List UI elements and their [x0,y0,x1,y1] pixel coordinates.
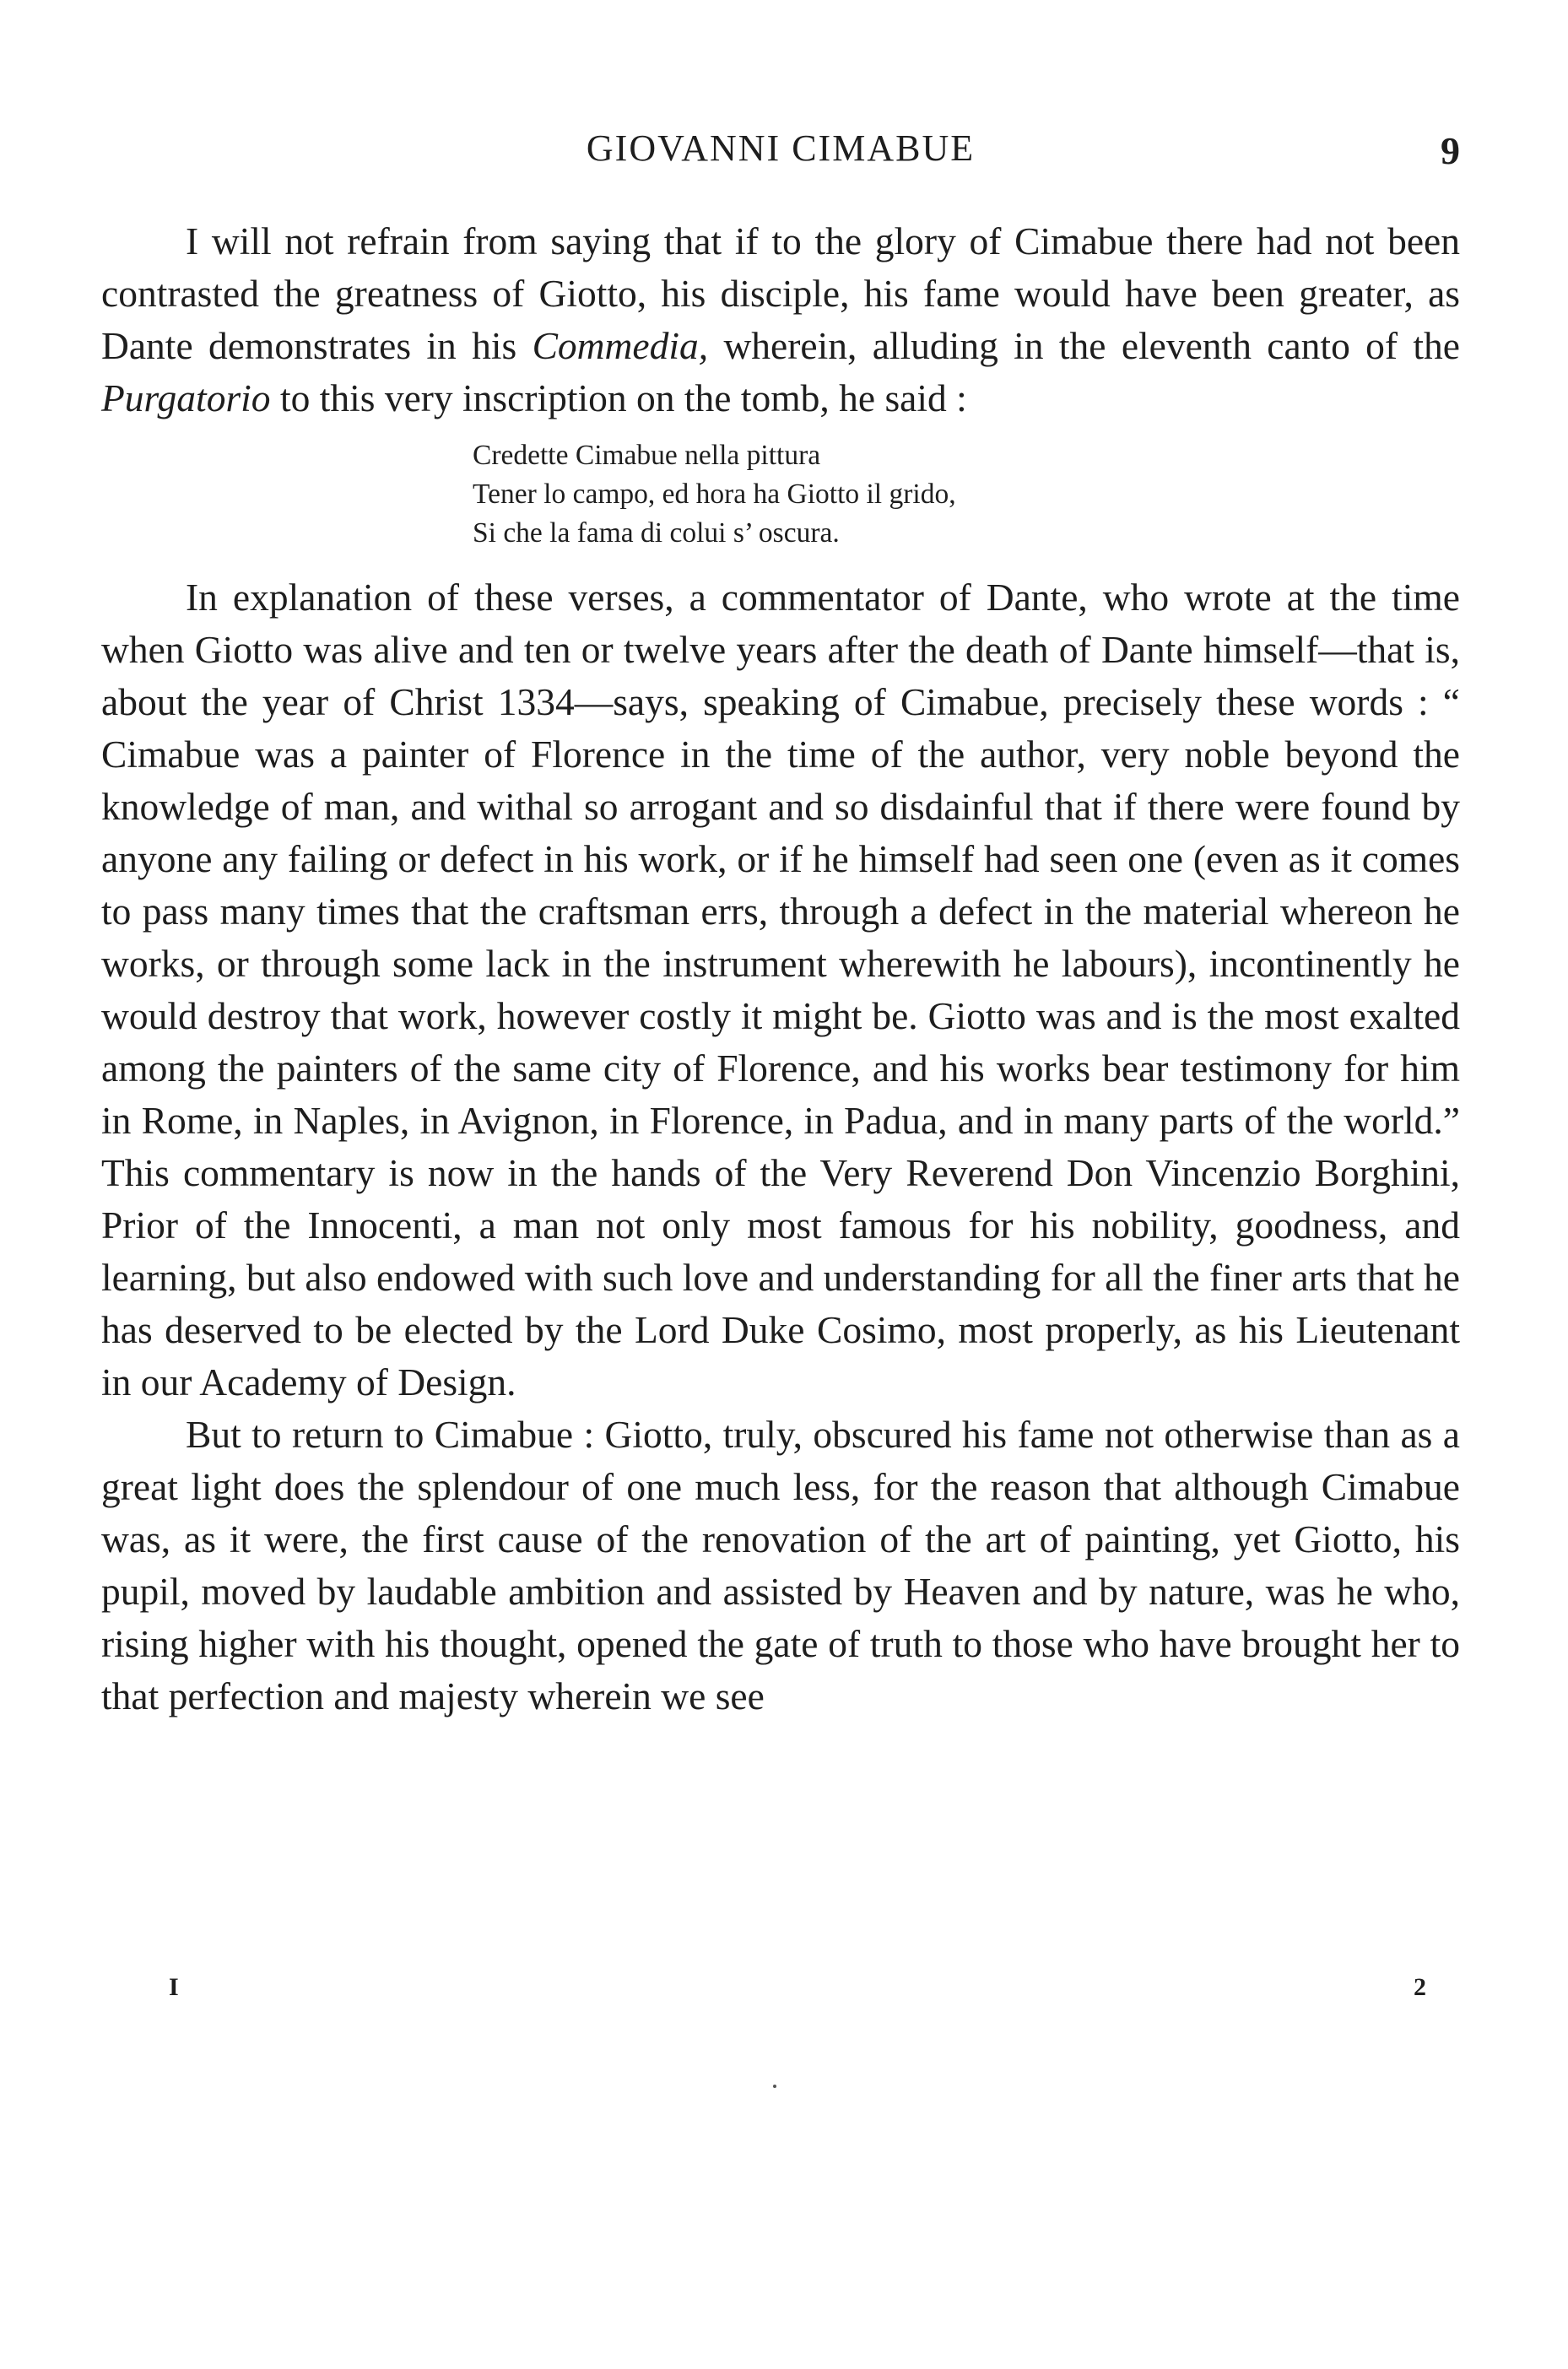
running-header [101,127,1460,186]
signature-mark-left: I [169,1973,179,2001]
running-title: GIOVANNI CIMABUE [586,127,976,169]
page-footer [101,1973,1460,2007]
verse-line-1: Credette Cimabue nella pittura [473,440,821,471]
page-number: 9 [1441,129,1460,172]
body-text [101,215,1460,1723]
verse-line-3: Si che la fama di colui s’ oscura. [473,517,840,549]
work-title-commedia: Commedia, [532,324,709,367]
paragraph-1 [101,215,1460,425]
work-title-purgatorio: Purgatorio [101,376,271,419]
signature-mark-right: 2 [1414,1973,1426,2001]
paragraph-1-text-c: to this very inscription on the tomb, he said : [270,376,967,419]
paragraph-3: But to return to Cimabue : Giotto, truly, obscured his fame not otherwise than as a great light does the splendour of one much less, for the reason that although Cimabue was, as it were, the first cause of the renovation of the art of painting, yet Giotto, his pupil, moved by laudable ambition and assisted by Heaven and by nature, was he who, rising higher with his thought, opened the gate of truth to those who have brought her to that perfection and majesty wherein we see [101,1413,1460,1717]
paragraph-2: In explanation of these verses, a commentator of Dante, who wrote at the time when Giotto was alive and ten or twelve years after the death of Dante himself—that is, about the year of Christ 1334—says, speaking of Cimabue, precisely these words : “ Cimabue was a painter of Florence in the time of the author, very noble beyond the knowledge of man, and withal so arrogant and so disdainful that if there were found by anyone any failing or defect in his work, or if he himself had seen one (even as it comes to pass many times that the craftsman errs, through a defect in the material whereon he works, or through some lack in the instrument wherewith he labours), incontinently he would destroy that work, however costly it might be. Giotto was and is the most exalted among the painters of the same city of Florence, and his works bear testimony for him in Rome, in Naples, in Avignon, in Florence, in Padua, and in many parts of the world.” This commentary is now in the hands of the Very Reverend Don Vincenzio Borghini, Prior of the Innocenti, a man not only most famous for his nobility, goodness, and learning, but also endowed with such love and understanding for all the finer arts that he has deserved to be elected by the Lord Duke Cosimo, most properly, as his Lieutenant in our Academy of Design. [101,576,1460,1404]
verse-line-2: Tener lo campo, ed hora ha Giotto il grido, [473,479,956,510]
print-speck [773,2085,776,2088]
verse-quotation [473,436,1460,553]
paragraph-1-text-a: I will not refrain from saying that if to the glory of Cimabue there had not been contrasted the greatness of Giotto, his disciple, his fame would have been greater, as Dante demonstrates in his [101,219,1460,367]
paragraph-1-text-b: wherein, alluding in the eleventh canto of the [708,324,1460,367]
